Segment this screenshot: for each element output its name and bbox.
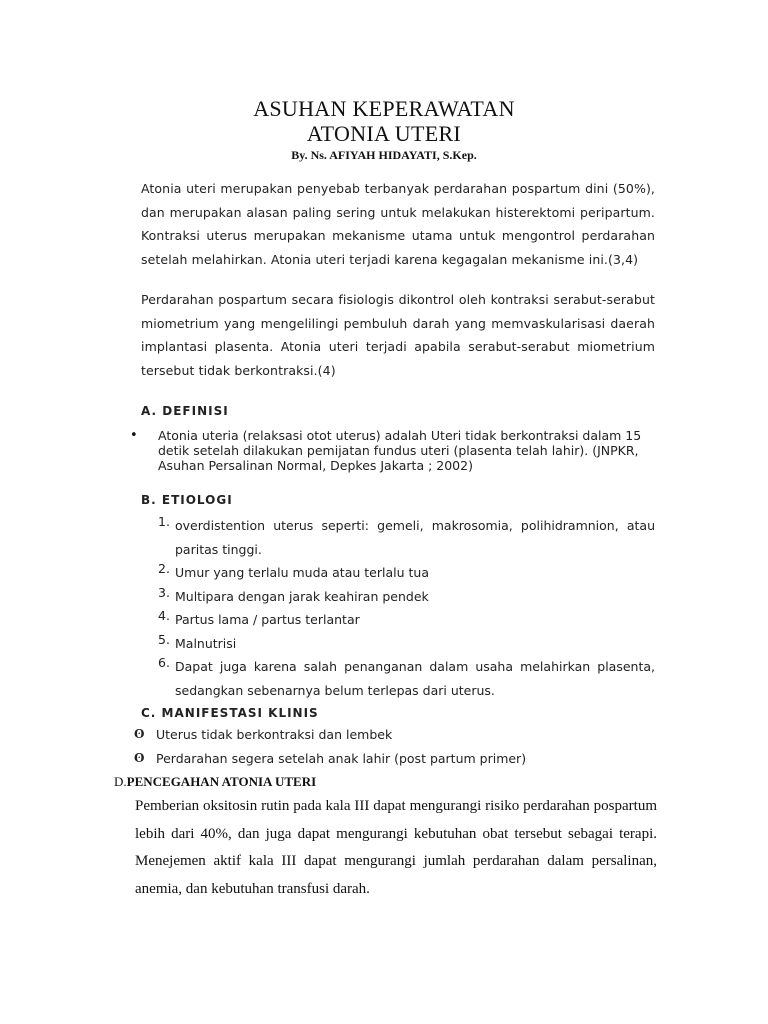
symbol-bullet-icon: ʘ	[134, 727, 145, 741]
list-item	[158, 632, 655, 656]
section-c-heading: C. MANIFESTASI KLINIS	[141, 706, 319, 720]
list-item-text: Umur yang terlalu muda atau terlalu tua	[175, 565, 429, 580]
list-item-number: 4.	[158, 608, 170, 623]
list-item-text: Partus lama / partus terlantar	[175, 612, 360, 627]
list-item-number: 3.	[158, 584, 170, 600]
section-d-heading	[114, 774, 316, 790]
intro-paragraph-2: Perdarahan pospartum secara fisiologis dikontrol oleh kontraksi serabut-serabut miometrium yang mengelilingi pembuluh darah yang memvaskularisasi daerah implantasi plasenta. Atonia uteri terjadi apabila serabut-serabut miometrium tersebut tidak berkontraksi.(4)	[141, 292, 655, 378]
section-a-heading: A. DEFINISI	[141, 404, 229, 418]
definition-text: Atonia uteria (relaksasi otot uterus) adalah Uteri tidak berkontraksi dalam 15 detik setelah dilakukan pemijatan fundus uteri (plasenta telah lahir). (JNPKR, Asuhan Persalinan Normal, Depkes Jakarta ; 2002)	[158, 428, 642, 473]
bullet-dot-icon: •	[130, 428, 138, 443]
symptom-text: Uterus tidak berkontraksi dan lembek	[156, 727, 393, 742]
list-item-number: 2.	[158, 561, 170, 576]
intro-paragraph-1: Atonia uteri merupakan penyebab terbanyak perdarahan pospartum dini (50%), dan merupakan alasan paling sering untuk melakukan histerektomi peripartum. Kontraksi uterus merupakan mekanisme utama untuk mengontrol perdarahan setelah melahirkan. Atonia uteri terjadi karena kegagalan mekanisme ini.(3,4)	[141, 181, 655, 267]
document-title-line2: ATONIA UTERI	[306, 121, 462, 146]
list-item-text: Malnutrisi	[175, 635, 237, 651]
list-item	[158, 514, 655, 561]
list-item-number: 6.	[158, 655, 170, 670]
symptom-text: Perdarahan segera setelah anak lahir (post partum primer)	[156, 751, 527, 766]
section-d-title: PENCEGAHAN ATONIA UTERI	[126, 774, 317, 789]
list-item-number: 5.	[158, 631, 170, 647]
list-item	[158, 561, 655, 585]
list-item	[158, 585, 655, 609]
list-item-text: overdistention uterus seperti: gemeli, makrosomia, polihidramnion, atau paritas tinggi.	[175, 518, 655, 557]
etiology-list	[158, 514, 655, 702]
prevention-paragraph: Pemberian oksitosin rutin pada kala III dapat mengurangi risiko perdarahan pospartum lebih dari 40%, dan juga dapat mengurangi kebutuhan obat tersebut sebagai terapi. Menejemen aktif kala III dapat mengurangi jumlah perdarahan dalam persalinan, anemia, dan kebutuhan transfusi darah.	[135, 798, 657, 897]
list-item-number: 1.	[158, 514, 170, 529]
list-item-text: Multipara dengan jarak keahiran pendek	[175, 588, 429, 604]
symbol-bullet-icon: ʘ	[134, 751, 145, 765]
document-author: By. Ns. AFIYAH HIDAYATI, S.Kep.	[291, 148, 477, 162]
document-title-line1: ASUHAN KEPERAWATAN	[253, 96, 515, 121]
section-b-heading: B. ETIOLOGI	[141, 493, 233, 507]
list-item	[158, 655, 655, 702]
section-d-prefix: D.	[114, 774, 127, 789]
list-item	[158, 608, 655, 632]
list-item-text: Dapat juga karena salah penanganan dalam usaha melahirkan plasenta, sedangkan sebenarnya belum terlepas dari uterus.	[175, 659, 655, 698]
